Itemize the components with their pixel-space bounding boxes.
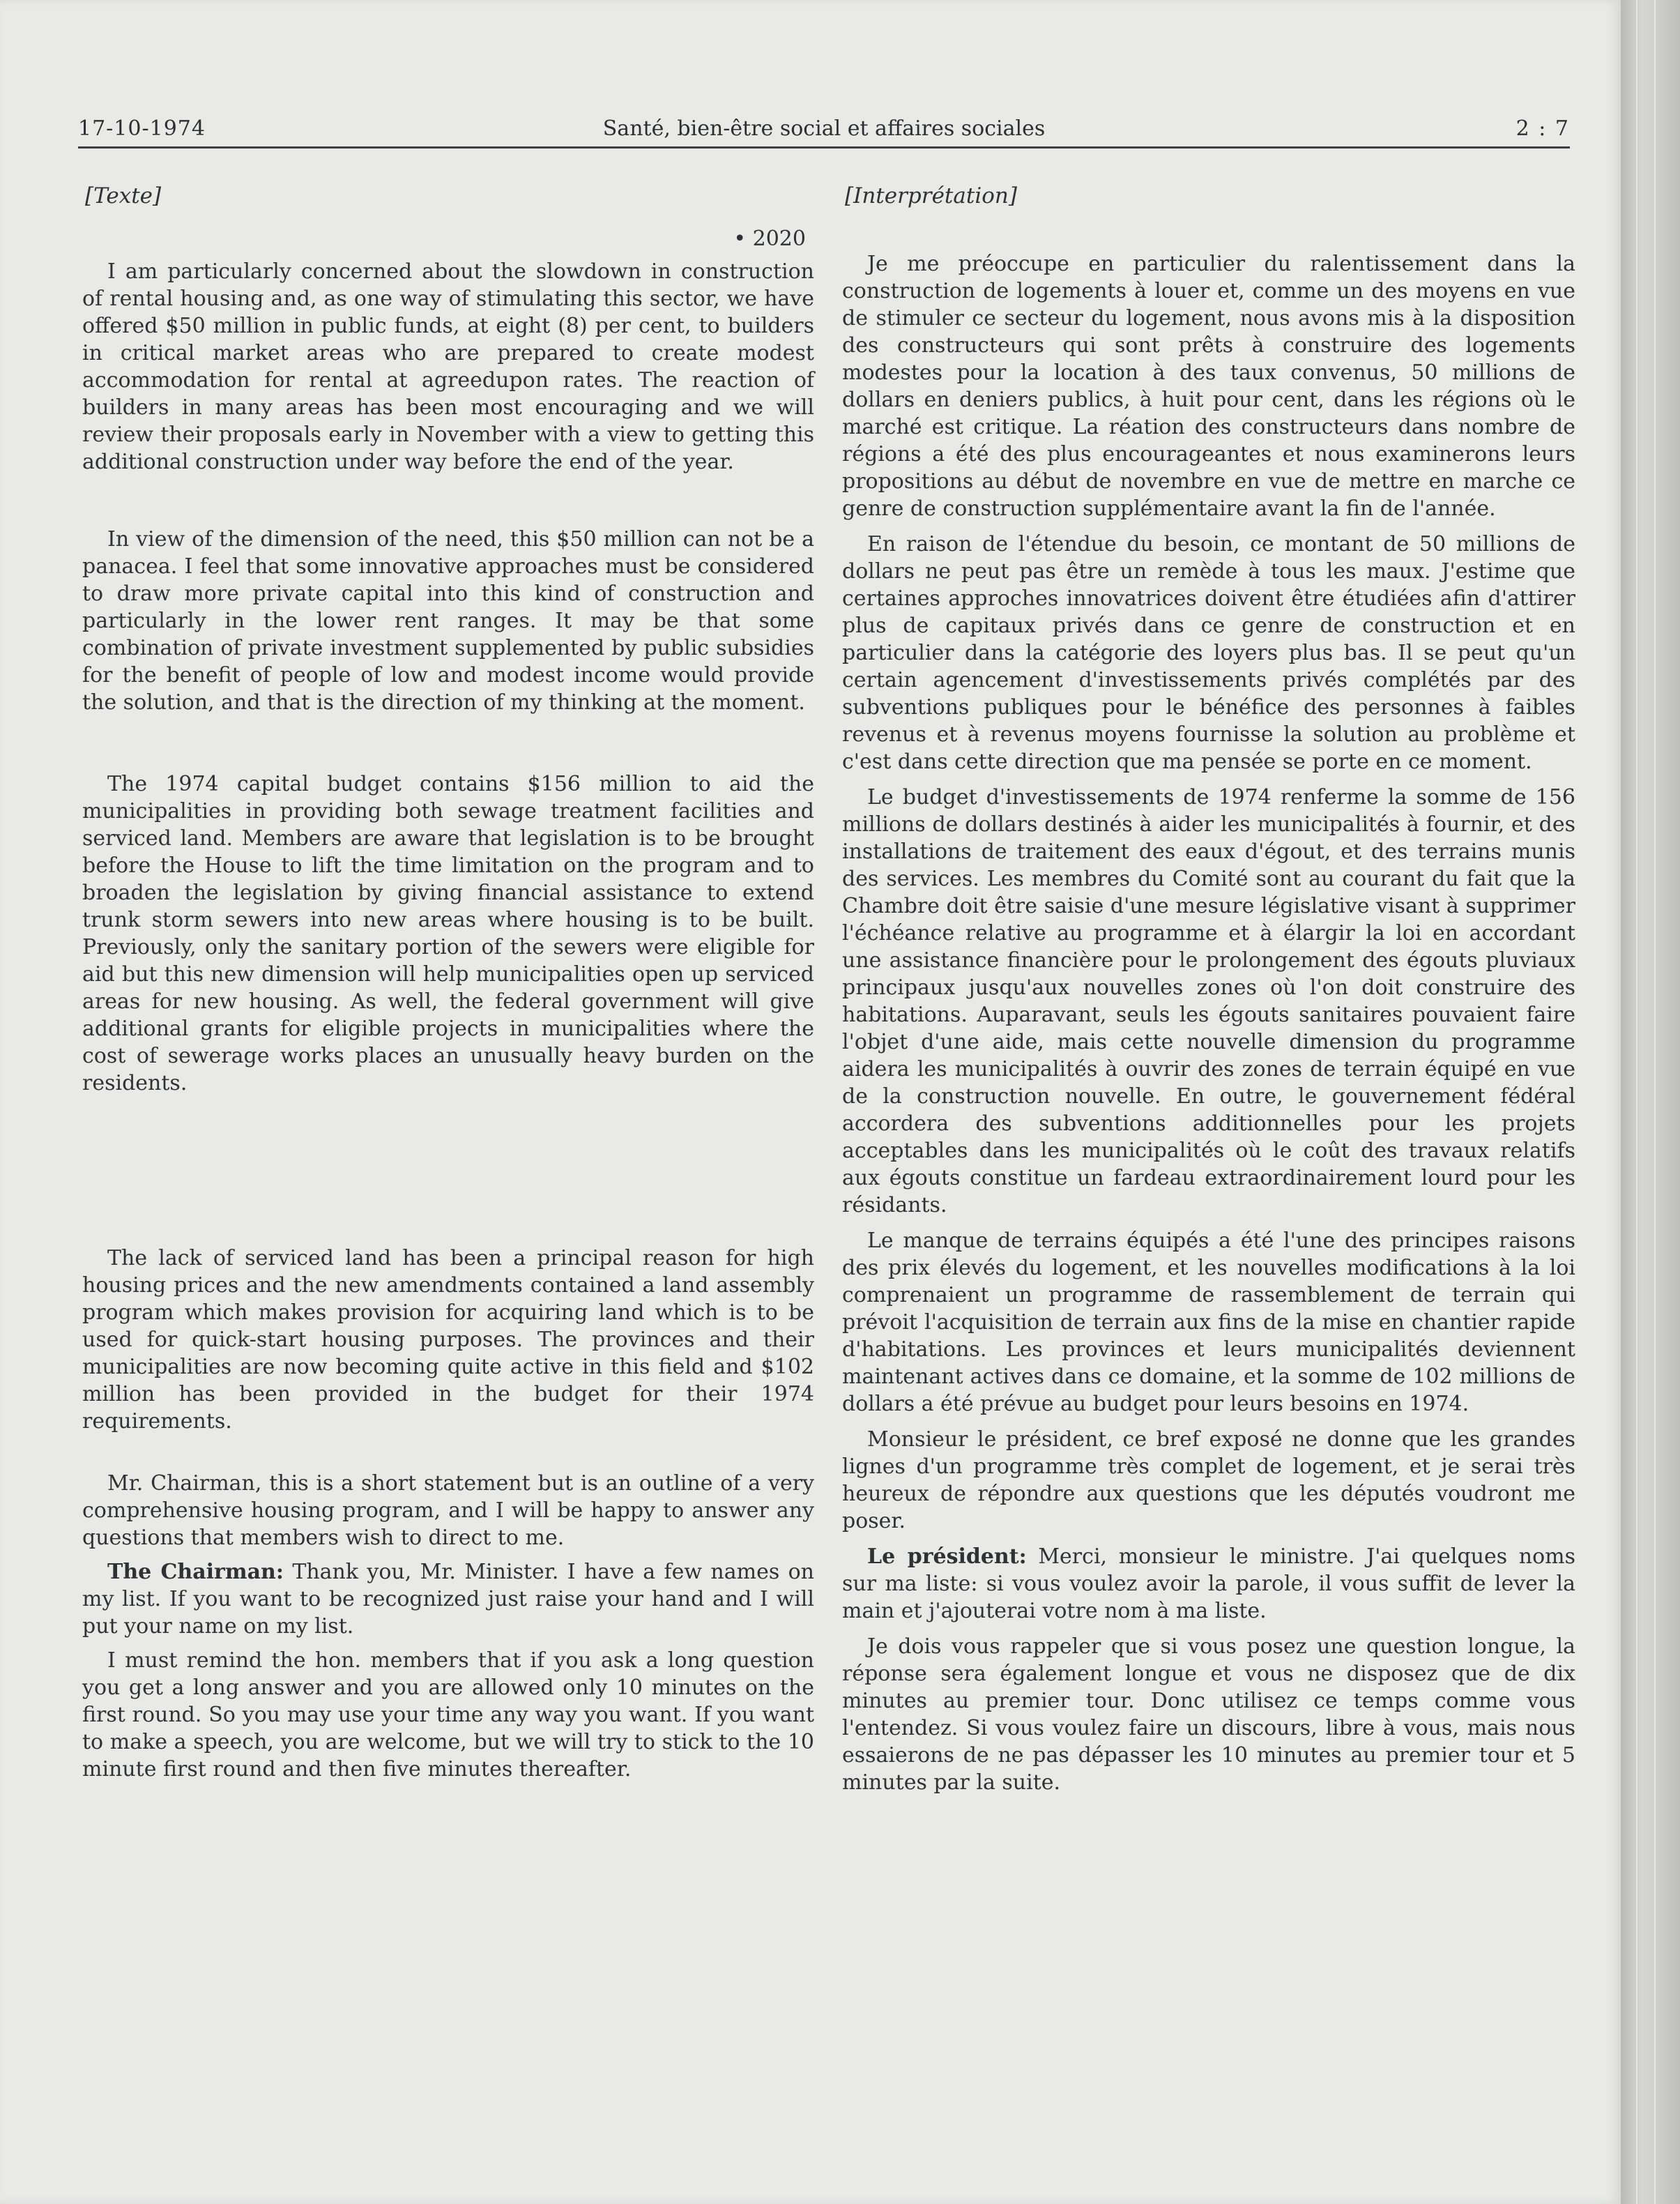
french-section-label: [Interprétation] [845,183,1017,208]
speaker-name: Le président: [867,1544,1027,1569]
page-header [78,103,1570,149]
french-paragraph: Le manque de terrains équipés a été l'une des principes raisons des prix élevés du logement, et les nouvelles modifications à la loi comprenaient un programme de rassemblement de terrain qui prévoit l'acquisition de terrain aux fins de la mise en chantier rapide d'habitations. Les provinces et leurs municipalités deviennent maintenant actives dans ce domaine, et la somme de 102 millions de dollars a été prévue au budget pour leurs besoins en 1974. [842,1229,1575,1416]
time-marker: • 2020 [733,227,806,251]
english-paragraph-chairman [82,1558,814,1640]
french-paragraph: Je me préoccupe en particulier du ralentissement dans la construction de logements à louer et, comme un des moyens en vue de stimuler ce secteur du logement, nous avons mis à la disposition des constructeurs qui sont prêts à construire des logements modestes pour la location à des taux convenus, 50 millions de dollars en deniers publics, à huit pour cent, dans les régions où le marché est critique. La réation des constructeurs dans nombre de régions a été des plus encourageantes et nous examinerons leurs propositions au début de novembre en vue de mettre en marche ce genre de construction supplémentaire avant la fin de l'année. [842,252,1575,521]
speaker-name: The Chairman: [107,1560,284,1584]
english-paragraph: I must remind the hon. members that if you ask a long question you get a long answer and you are allowed only 10 minutes on the first round. So you may use your time any way you want. If you want to make a speech, you are welcome, but we will try to stick to the 10 minute first round and then five minutes thereafter. [82,1648,814,1781]
french-paragraph: Je dois vous rappeler que si vous posez une question longue, la réponse sera également longue et vous ne disposez que de dix minutes au premier tour. Donc utilisez ce temps comme vous l'entendez. Si vous voulez faire un discours, libre à vous, mais nous essaierons de ne pas dépasser les 10 minutes au premier tour et 5 minutes par la suite. [842,1634,1575,1795]
english-paragraph: The lack of serviced land has been a principal reason for high housing prices and the new amendments contained a land assembly program which makes provision for acquiring land which is to be used for quick-start housing purposes. The provinces and their municipalities are now becoming quite active in this field and $102 million has been provided in the budget for their 1974 requirements. [82,1246,814,1434]
english-paragraph: Mr. Chairman, this is a short statement but is an outline of a very comprehensive housing program, and I will be happy to answer any questions that members wish to direct to me. [82,1471,814,1550]
french-paragraph: Monsieur le président, ce bref exposé ne donne que les grandes lignes d'un programme très complet de logement, et je serai très heureux de répondre aux questions que les députés voudront me poser. [842,1427,1575,1533]
header-page-number: 2 : 7 [1515,116,1570,141]
page-edge [1621,0,1680,2204]
english-section-label: [Texte] [85,183,162,208]
french-paragraph: En raison de l'étendue du besoin, ce montant de 50 millions de dollars ne peut pas être un remède à tous les maux. J'estime que certaines approches innovatrices doivent être étudiées afin d'attirer plus de capitaux privés dans ce genre de construction et en particulier dans la catégorie des loyers plus bas. Il se peut qu'un certain agencement d'investissements privés complétés par des subventions publiques pour le bénéfice des personnes à faibles revenus et à revenus moyens fournisse la solution au problème et c'est dans cette direction que ma pensée se porte en ce moment. [842,532,1575,774]
english-paragraph: The 1974 capital budget contains $156 million to aid the municipalities in providing both sewage treatment facilities and serviced land. Members are aware that legislation is to be brought before the House to lift the time limitation on the program and to broaden the legislation by giving financial assistance to extend trunk storm sewers into new areas where housing is to be built. Previously, only the sanitary portion of the sewers were eligible for aid but this new dimension will help municipalities open up serviced areas for new housing. As well, the federal government will give additional grants for eligible projects in municipalities where the cost of sewerage works places an unusually heavy burden on the residents. [82,772,814,1095]
english-paragraph: I am particularly concerned about the slowdown in construction of rental housing and, as one way of stimulating this sector, we have offered $50 million in public funds, at eight (8) per cent, to builders in critical market areas who are prepared to create modest accommodation for rental at agreedupon rates. The reaction of builders in many areas has been most encouraging and we will review their proposals early in November with a view to getting this additional construction under way before the end of the year. [82,259,814,474]
french-paragraph-president [842,1543,1575,1625]
english-paragraph: In view of the dimension of the need, this $50 million can not be a panacea. I feel that some innovative approaches must be considered to draw more private capital into this kind of construction and particularly in the lower rent ranges. It may be that some combination of private investment supplemented by public subsidies for the benefit of people of low and modest income would provide the solution, and that is the direction of my thinking at the moment. [82,527,814,715]
french-paragraph: Le budget d'investissements de 1974 renferme la somme de 156 millions de dollars destinés à aider les municipalités à fournir, et des installations de traitement des eaux d'égout, et des terrains munis des services. Les membres du Comité sont au courant du fait que la Chambre doit être saisie d'une mesure législative visant à supprimer l'échéance relative au programme et à élargir la loi en accordant une assistance financière pour le prolongement des égouts pluviaux principaux jusqu'aux nouvelles zones où l'on doit construire des habitations. Auparavant, seuls les égouts sanitaires pouvaient faire l'objet d'une aide, mais cette nouvelle dimension du programme aidera les municipalités à ouvrir des zones de terrain équipé en vue de la construction nouvelle. En outre, le gouvernement fédéral accordera des subventions additionnelles pour les projets acceptables dans les municipalités où le coût des travaux relatifs aux égouts constitue un fardeau extraordinairement lourd pour les résidants. [842,785,1575,1217]
header-date: 17-10-1974 [78,116,206,141]
english-column [82,183,814,1783]
speech-text: Merci, monsieur le ministre. J'ai quelques noms sur ma liste: si vous voulez avoir la parole, il vous suffit de lever la main et j'ajouterai votre nom à ma liste. [842,1544,1575,1623]
speech-text: Thank you, Mr. Minister. I have a few names on my list. If you want to be recognized just raise your hand and I will put your name on my list. [82,1560,814,1639]
header-title: Santé, bien-être social et affaires sociales [602,116,1046,141]
french-column [842,183,1575,1796]
